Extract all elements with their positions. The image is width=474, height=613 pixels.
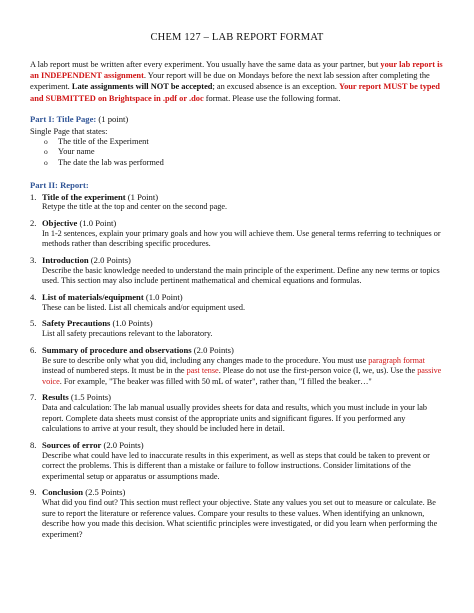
section-points: (1 Point) <box>125 191 159 202</box>
section-heading <box>42 255 444 266</box>
part1-bullet: o The title of the Experiment <box>44 137 444 148</box>
section-body: These can be listed. List all chemicals and/or equipment used. <box>42 302 246 312</box>
section-number: 6. <box>30 344 37 355</box>
section-results <box>30 392 444 435</box>
section-heading <box>42 318 444 329</box>
section-number: 3. <box>30 254 37 265</box>
section-number: 7. <box>30 392 37 403</box>
section-points: (1.5 Points) <box>68 392 112 403</box>
section-points: (2.5 Points) <box>83 487 126 498</box>
section-title: List of materials/equipment <box>42 291 144 302</box>
section-number: 4. <box>30 291 37 302</box>
intro-text-2: . Your report will be due on Mondays before the next lab session after completing the experiment. <box>30 71 430 92</box>
procedure-past-tense: past tense <box>186 366 219 376</box>
section-title: Title of the experiment <box>42 191 126 202</box>
section-materials <box>30 292 444 313</box>
section-number: 8. <box>30 439 37 450</box>
procedure-text-b: instead of numbered steps. It must be in the <box>42 366 187 376</box>
intro-independent-note: your lab report is an INDEPENDENT assignment <box>30 60 443 81</box>
part1-heading <box>30 114 444 125</box>
section-number: 1. <box>30 191 37 202</box>
intro-late-policy: Late assignments will NOT be accepted <box>71 82 213 92</box>
part1-text: Single Page that states: <box>30 126 108 136</box>
part2-heading: Part II: Report: <box>30 179 89 190</box>
section-objective <box>30 218 444 250</box>
section-points: (2.0 Points) <box>101 439 144 450</box>
section-title: Results <box>42 392 69 403</box>
section-heading <box>42 192 444 203</box>
procedure-paragraph-format: paragraph format <box>368 355 425 365</box>
section-points: (1.0 Points) <box>110 318 153 329</box>
section-heading <box>42 392 444 403</box>
section-procedure <box>30 345 444 388</box>
intro-text-1: A lab report must be written after every experiment. You usually have the same data as your partner, but <box>30 60 381 69</box>
section-heading <box>42 487 444 498</box>
section-body: Describe the basic knowledge needed to understand the main principle of the experiment. Define any new terms or topics used. This section may also include pertinent mathematical and chemical equations and formulas. <box>42 265 440 286</box>
procedure-passive-voice: passive voice <box>42 366 442 386</box>
intro-paragraph <box>30 59 444 104</box>
section-heading <box>42 218 444 229</box>
section-body <box>42 356 444 388</box>
section-title-of-experiment <box>30 192 444 213</box>
section-points: (1.0 Point) <box>77 217 117 228</box>
section-body: Retype the title at the top and center on the second page. <box>42 202 228 212</box>
part1-bullet: o The date the lab was performed <box>44 158 444 169</box>
section-title: Summary of procedure and observations <box>42 344 192 355</box>
part1-points: (1 point) <box>96 113 129 124</box>
section-introduction <box>30 255 444 287</box>
section-safety <box>30 318 444 339</box>
section-title: Introduction <box>42 254 89 265</box>
procedure-text-a: Be sure to describe only what you did, including any changes made to the procedure. You must use <box>42 355 369 365</box>
procedure-text-c: . Please do not use the first-person voice (I, we, us). Use the <box>218 366 418 376</box>
section-body: In 1-2 sentences, explain your primary goals and how you will achieve them. Use general terms referring to techniques or methods rather than describing specific procedures. <box>42 228 441 249</box>
section-title: Sources of error <box>42 439 102 450</box>
part1-heading-text: Part I: Title Page: <box>30 113 97 124</box>
section-body: Data and calculation: The lab manual usually provides sheets for data and results, which you must include in your lab report. Complete data sheets must consist of the appropriate units and significant figures. If you performed any calculations to arrive at your result, they should be included here in detail. <box>42 403 428 434</box>
section-points: (2.0 Points) <box>191 344 234 355</box>
procedure-text-d: . For example, "The beaker was filled with 50 mL of water", rather than, "I filled the beaker…" <box>59 376 372 386</box>
section-heading <box>42 440 444 451</box>
section-body: What did you find out? This section must reflect your objective. State any values you set out to measure or calculate. Be sure to report the literature or reference values. Compare your results to these values. When identifying an unknown, describe how you made this decision. What scientific principles were investigated, or did you learn when performing the experiment? <box>42 498 438 540</box>
section-heading <box>42 345 444 356</box>
part1-bullet: o Your name <box>44 147 444 158</box>
section-number: 9. <box>30 487 37 498</box>
section-heading <box>42 292 444 303</box>
section-body: Describe what could have led to inaccurate results in this experiment, as well as steps that could be taken to prevent or correct the problems. This is different than a mistake or failure to follow instructions. Consider limitations of the experimental setup or apparatus or assumptions made. <box>42 450 430 481</box>
document-title: CHEM 127 – LAB REPORT FORMAT <box>150 32 324 43</box>
intro-text-3: ; an excused absence is an exception. <box>212 82 339 92</box>
section-body: List all safety precautions relevant to the laboratory. <box>42 329 213 339</box>
section-title: Safety Precautions <box>42 318 111 329</box>
section-conclusion <box>30 487 444 540</box>
part1-bullet-list <box>44 137 444 169</box>
section-sources-of-error <box>30 440 444 483</box>
section-points: (1.0 Point) <box>143 291 183 302</box>
section-number: 2. <box>30 217 37 228</box>
section-points: (2.0 Points) <box>88 254 131 265</box>
section-title: Objective <box>42 217 78 228</box>
intro-submission-note: Your report MUST be typed and SUBMITTED on Brightspace in .pdf or .doc <box>30 82 440 103</box>
intro-text-4: format. Please use the following format. <box>203 93 341 103</box>
section-title: Conclusion <box>42 487 84 498</box>
section-number: 5. <box>30 318 37 329</box>
